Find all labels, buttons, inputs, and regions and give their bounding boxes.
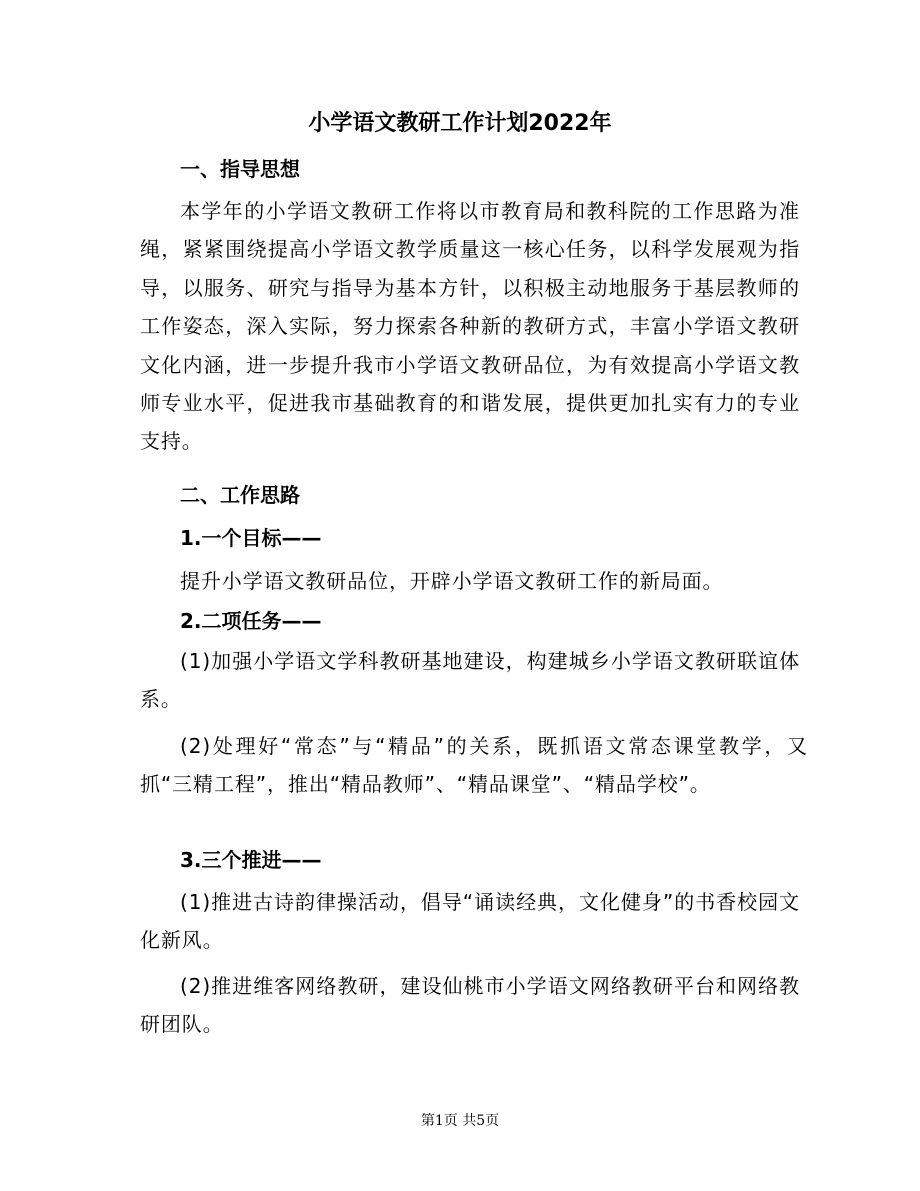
list-item-promotion-1: (1)推进古诗韵律操活动，倡导“诵读经典，文化健身”的书香校园文化新风。 [140,890,800,953]
subheading-three-promotions: 3.三个推进—— [180,848,322,872]
document-title: 小学语文教研工作计划2022年 [308,111,612,136]
paragraph-one-goal: 提升小学语文教研品位，开辟小学语文教研工作的新局面。 [180,569,724,593]
list-item-task-1: (1)加强小学语文学科教研基地建设，构建城乡小学语文教研联谊体系。 [140,649,800,712]
subheading-two-tasks: 2.二项任务—— [180,609,322,633]
paragraph-guiding-ideology: 本学年的小学语文教研工作将以市教育局和教科院的工作思路为准绳，紧紧围绕提高小学语文教学质量这一核心任务，以科学发展观为指导，以服务、研究与指导为基本方针，以积极主动地服务于基层教师的工作姿态，深入实际，努力探索各种新的教研方式，丰富小学语文教研文化内涵，进一步提升我市小学语文教研品位，为有效提高小学语文教师专业水平，促进我市基础教育的和谐发展，提供更加扎实有力的专业支持。 [140,199,800,454]
list-item-promotion-2: (2)推进维客网络教研，建设仙桃市小学语文网络教研平台和网络教研团队。 [140,974,800,1037]
subheading-one-goal: 1.一个目标—— [180,526,322,550]
page-footer: 第1页 共5页 [420,1113,500,1129]
list-item-task-2: (2)处理好“常态”与“精品”的关系，既抓语文常态课堂教学，又抓“三精工程”，推出“精品教师”、“精品课堂”、“精品学校”。 [140,734,808,797]
section-heading-work-approach: 二、工作思路 [180,483,300,507]
section-heading-guiding-ideology: 一、指导思想 [180,157,300,181]
